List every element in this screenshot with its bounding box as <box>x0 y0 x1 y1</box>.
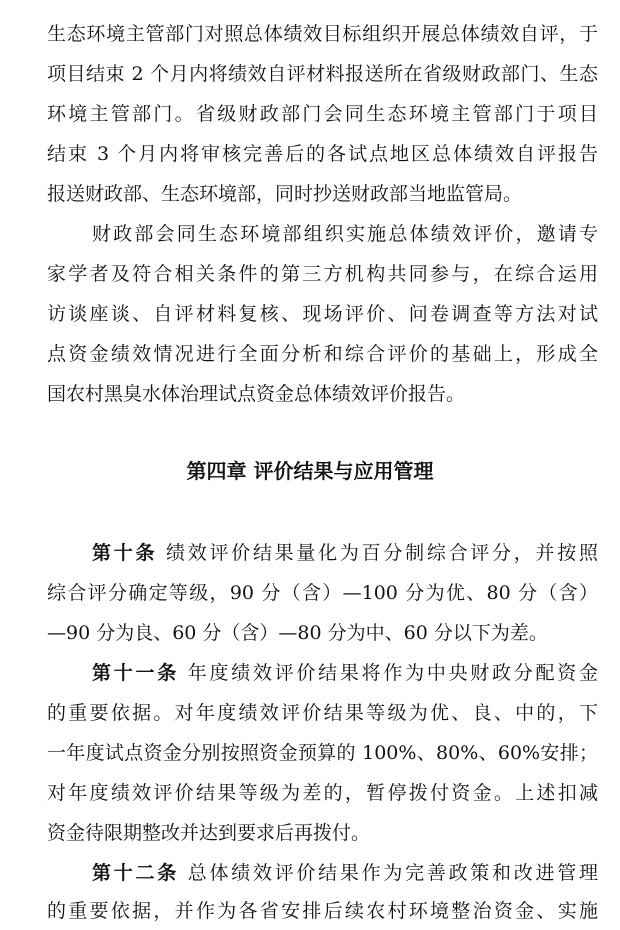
article-11-line-5: 资金待限期整改并达到要求后再拨付。 <box>47 822 371 844</box>
paragraph-1-line-2: 项目结束 2 个月内将绩效自评材料报送所在省级财政部门、生态 <box>47 63 598 85</box>
article-10-first-line: 绩效评价结果量化为百分制综合评分，并按照 <box>157 542 598 564</box>
article-11-label: 第十一条 <box>92 662 179 684</box>
article-12-label: 第十二条 <box>92 862 179 884</box>
paragraph-1-line-1: 生态环境主管部门对照总体绩效目标组织开展总体绩效自评，于 <box>47 23 598 45</box>
article-10-line-2: 综合评分确定等级，90 分（含）—100 分为优、80 分（含） <box>47 582 598 604</box>
chapter-heading: 第四章 评价结果与应用管理 <box>186 459 434 483</box>
paragraph-2-line-2: 家学者及符合相关条件的第三方机构共同参与，在综合运用 <box>47 263 598 285</box>
article-11-line-4: 对年度绩效评价结果等级为差的，暂停拨付资金。上述扣减 <box>47 782 598 804</box>
paragraph-2-line-1: 财政部会同生态环境部组织实施总体绩效评价，邀请专 <box>92 223 598 245</box>
article-11-first-line: 年度绩效评价结果将作为中央财政分配资金 <box>178 662 598 684</box>
article-11-line-1 <box>92 661 598 685</box>
article-10-label: 第十条 <box>92 542 158 564</box>
article-11-line-2: 的重要依据。对年度绩效评价结果等级为优、良、中的，下 <box>47 702 598 724</box>
article-12-line-2: 的重要依据，并作为各省安排后续农村环境整治资金、实施 <box>47 900 598 922</box>
paragraph-1-line-4: 结束 3 个月内将审核完善后的各试点地区总体绩效自评报告 <box>47 143 598 165</box>
paragraph-2-line-3: 访谈座谈、自评材料复核、现场评价、问卷调查等方法对试 <box>47 303 598 325</box>
paragraph-1-line-5: 报送财政部、生态环境部，同时抄送财政部当地监管局。 <box>47 183 523 205</box>
article-10-line-3: —90 分为良、60 分（含）—80 分为中、60 分以下为差。 <box>47 622 548 644</box>
article-11-line-3: 一年度试点资金分别按照资金预算的 100%、80%、60%安排； <box>47 742 598 764</box>
article-12-line-1 <box>92 861 598 885</box>
paragraph-1-line-3: 环境主管部门。省级财政部门会同生态环境主管部门于项目 <box>47 103 598 125</box>
paragraph-2-line-4: 点资金绩效情况进行全面分析和综合评价的基础上，形成全 <box>47 343 598 365</box>
article-12-first-line: 总体绩效评价结果作为完善政策和改进管理 <box>178 862 598 884</box>
article-10-line-1 <box>92 541 598 565</box>
paragraph-2-line-5: 国农村黑臭水体治理试点资金总体绩效评价报告。 <box>47 383 466 405</box>
